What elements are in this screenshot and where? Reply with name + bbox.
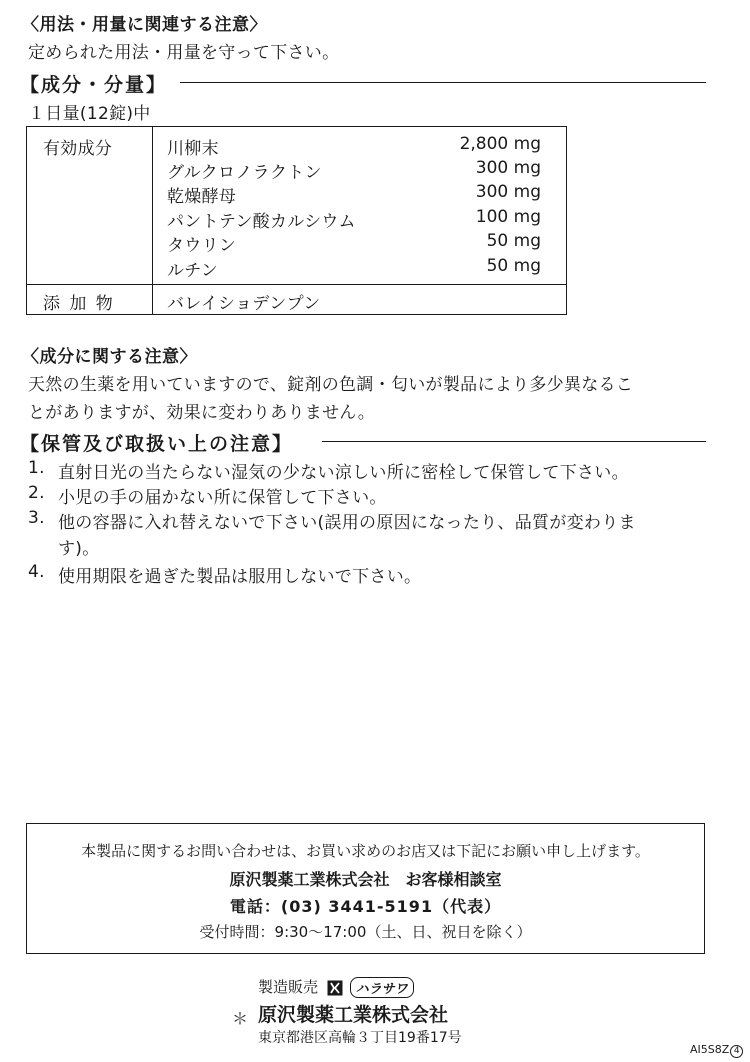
list-text-continued: す)。 (58, 539, 100, 559)
list-number: 2. (28, 483, 45, 503)
ingredient-name: タウリン (167, 236, 237, 256)
ingredient-amount: 50 mg (486, 256, 541, 276)
logo-text: ハラサワ (350, 977, 414, 998)
ingredient-name: グルクロノラクトン (167, 163, 322, 183)
manufacturer-label: 製造販売 (258, 978, 319, 996)
usage-note-text: 定められた用法・用量を守って下さい。 (28, 43, 340, 63)
ingredient-amount: 300 mg (475, 182, 541, 202)
ingredient-name: 川柳末 (167, 139, 219, 159)
ingredient-name: 乾燥酵母 (167, 187, 237, 207)
ingredient-amount: 50 mg (486, 231, 541, 251)
manufacturer-line (258, 976, 414, 998)
ingredient-name: パントテン酸カルシウム (167, 212, 356, 232)
code-text: AI5S8Z (690, 1043, 730, 1056)
code-circled: 4 (730, 1045, 743, 1058)
additive-value: バレイショデンプン (167, 294, 321, 314)
list-text: 直射日光の当たらない湿気の少ない涼しい所に密栓して保管して下さい。 (58, 463, 629, 483)
asterisk-mark: ＊ (232, 1009, 249, 1028)
ingredient-note-line: 天然の生薬を用いていますので、錠剤の色調・匂いが製品により多少異なるこ (28, 375, 634, 395)
contact-phone: 電話：(03) 3441-5191（代表） (229, 897, 502, 916)
ingredient-row (167, 182, 541, 206)
ingredient-row (167, 256, 541, 280)
list-text: 使用期限を過ぎた製品は服用しないで下さい。 (58, 567, 422, 587)
contact-company: 原沢製薬工業株式会社 お客様相談室 (229, 870, 502, 889)
daily-dose: １日量(12錠)中 (28, 104, 151, 124)
ingredient-amount: 100 mg (475, 207, 541, 227)
manufacturer-address: 東京都港区高輪３丁目19番17号 (258, 1030, 462, 1046)
list-text: 他の容器に入れ替えないで下さい(誤用の原因になったり、品質が変わりま (58, 513, 636, 533)
usage-note-heading: 〈用法・用量に関連する注意〉 (22, 15, 267, 35)
logo-mark-icon (327, 980, 343, 996)
table-column-divider (152, 127, 153, 314)
product-code (690, 1043, 743, 1058)
list-number: 3. (28, 508, 45, 528)
contact-box (26, 823, 705, 954)
storage-heading-rule (322, 441, 706, 442)
ingredients-heading-rule (180, 82, 706, 83)
list-number: 1. (28, 458, 45, 478)
ingredient-row (167, 207, 541, 231)
manufacturer-company: 原沢製薬工業株式会社 (258, 1004, 449, 1026)
ingredient-table (26, 126, 567, 315)
storage-heading: 【保管及び取扱い上の注意】 (20, 433, 294, 455)
ingredient-note-heading: 〈成分に関する注意〉 (22, 347, 197, 367)
ingredients-heading: 【成分・分量】 (20, 74, 168, 96)
ingredient-row (167, 231, 541, 255)
brand-logo (327, 977, 414, 998)
ingredient-row (167, 134, 541, 158)
table-row-divider (27, 284, 566, 285)
ingredient-amount: 300 mg (475, 158, 541, 178)
additives-label: 添 加 物 (43, 294, 115, 314)
contact-hours: 受付時間：9:30〜17:00（土、日、祝日を除く） (199, 923, 532, 941)
ingredient-name: ルチン (167, 261, 219, 281)
active-ingredients-label: 有効成分 (43, 139, 113, 159)
contact-intro: 本製品に関するお問い合わせは、お買い求めのお店又は下記にお願い申し上げます。 (81, 842, 650, 860)
ingredient-row (167, 158, 541, 182)
ingredient-amount: 2,800 mg (459, 134, 541, 154)
ingredient-note-line: とがありますが、効果に変わりありません。 (28, 403, 376, 423)
list-number: 4. (28, 562, 45, 582)
list-text: 小児の手の届かない所に保管して下さい。 (58, 488, 387, 508)
